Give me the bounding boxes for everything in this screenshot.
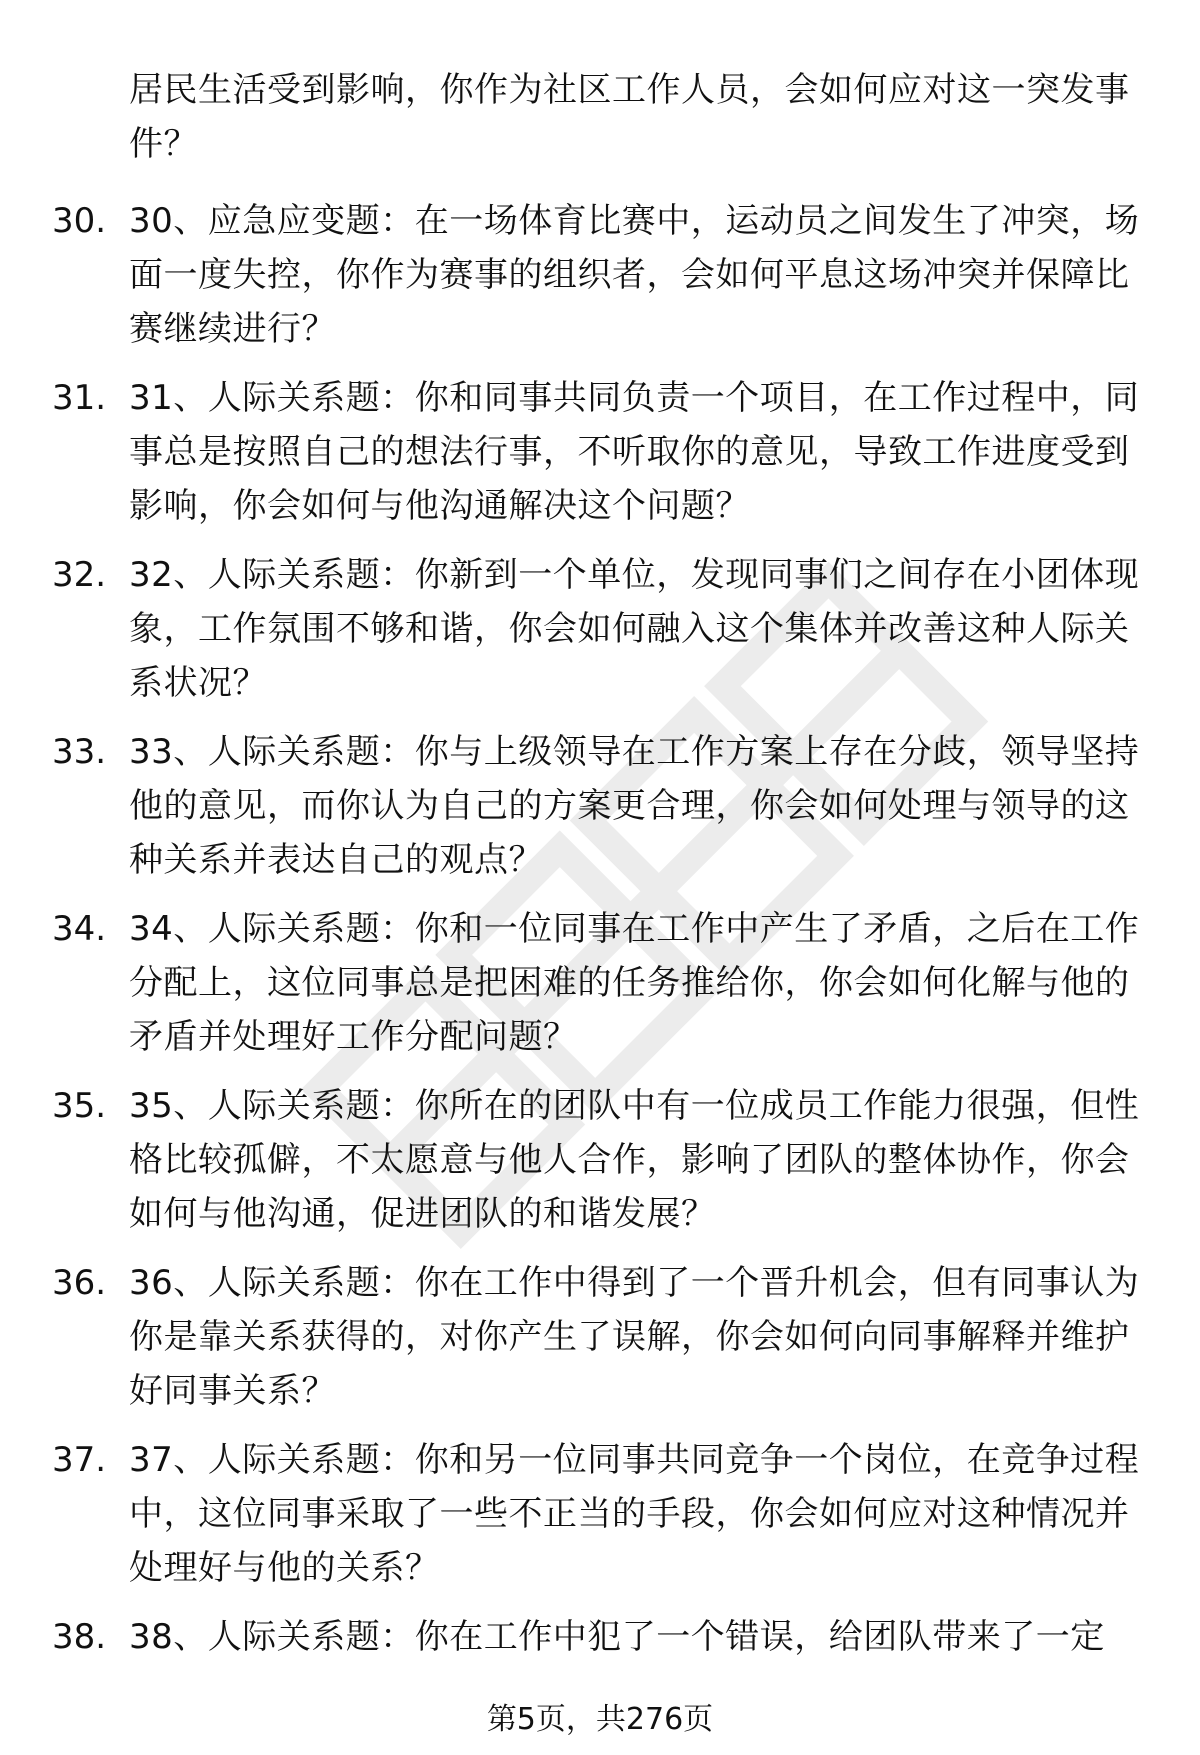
question-list [0, 194, 1200, 1670]
list-item-text: 38、人际关系题：你在工作中犯了一个错误，给团队带来了一定 [129, 1617, 1105, 1657]
list-item [0, 1079, 1200, 1256]
list-item [0, 725, 1200, 902]
list-item-number: 37. [52, 1440, 107, 1480]
list-item-number: 30. [52, 201, 107, 241]
list-item [0, 902, 1200, 1079]
list-item [0, 1610, 1200, 1670]
list-item-number: 35. [52, 1086, 107, 1126]
list-item [0, 1256, 1200, 1433]
list-item-text: 37、人际关系题：你和另一位同事共同竞争一个岗位，在竞争过程中，这位同事采取了一些不正当的手段，你会如何应对这种情况并处理好与他的关系？ [129, 1440, 1140, 1588]
continuation-paragraph: 居民生活受到影响，你作为社区工作人员，会如何应对这一突发事件？ [129, 70, 1130, 164]
list-item-text: 30、应急应变题：在一场体育比赛中，运动员之间发生了冲突，场面一度失控，你作为赛事的组织者，会如何平息这场冲突并保障比赛继续进行？ [129, 201, 1140, 349]
list-item-number: 34. [52, 909, 107, 949]
list-item-text: 33、人际关系题：你与上级领导在工作方案上存在分歧，领导坚持他的意见，而你认为自己的方案更合理，你会如何处理与领导的这种关系并表达自己的观点？ [129, 732, 1140, 880]
list-item-number: 33. [52, 732, 107, 772]
list-item [0, 194, 1200, 371]
list-item-text: 31、人际关系题：你和同事共同负责一个项目，在工作过程中，同事总是按照自己的想法行事，不听取你的意见，导致工作进度受到影响，你会如何与他沟通解决这个问题？ [129, 378, 1140, 526]
list-item [0, 371, 1200, 548]
list-item-number: 38. [52, 1617, 107, 1657]
list-item [0, 548, 1200, 725]
list-item-text: 36、人际关系题：你在工作中得到了一个晋升机会，但有同事认为你是靠关系获得的，对你产生了误解，你会如何向同事解释并维护好同事关系？ [129, 1263, 1140, 1411]
list-item-number: 32. [52, 555, 107, 595]
page-footer: 第5页，共276页 [486, 1702, 714, 1737]
list-item [0, 1433, 1200, 1610]
list-item-number: 36. [52, 1263, 107, 1303]
list-item-text: 32、人际关系题：你新到一个单位，发现同事们之间存在小团体现象，工作氛围不够和谐，你会如何融入这个集体并改善这种人际关系状况？ [129, 555, 1140, 703]
list-item-number: 31. [52, 378, 107, 418]
list-item-text: 35、人际关系题：你所在的团队中有一位成员工作能力很强，但性格比较孤僻，不太愿意与他人合作，影响了团队的整体协作，你会如何与他沟通，促进团队的和谐发展？ [129, 1086, 1140, 1234]
list-item-text: 34、人际关系题：你和一位同事在工作中产生了矛盾，之后在工作分配上，这位同事总是把困难的任务推给你，你会如何化解与他的矛盾并处理好工作分配问题？ [129, 909, 1140, 1057]
